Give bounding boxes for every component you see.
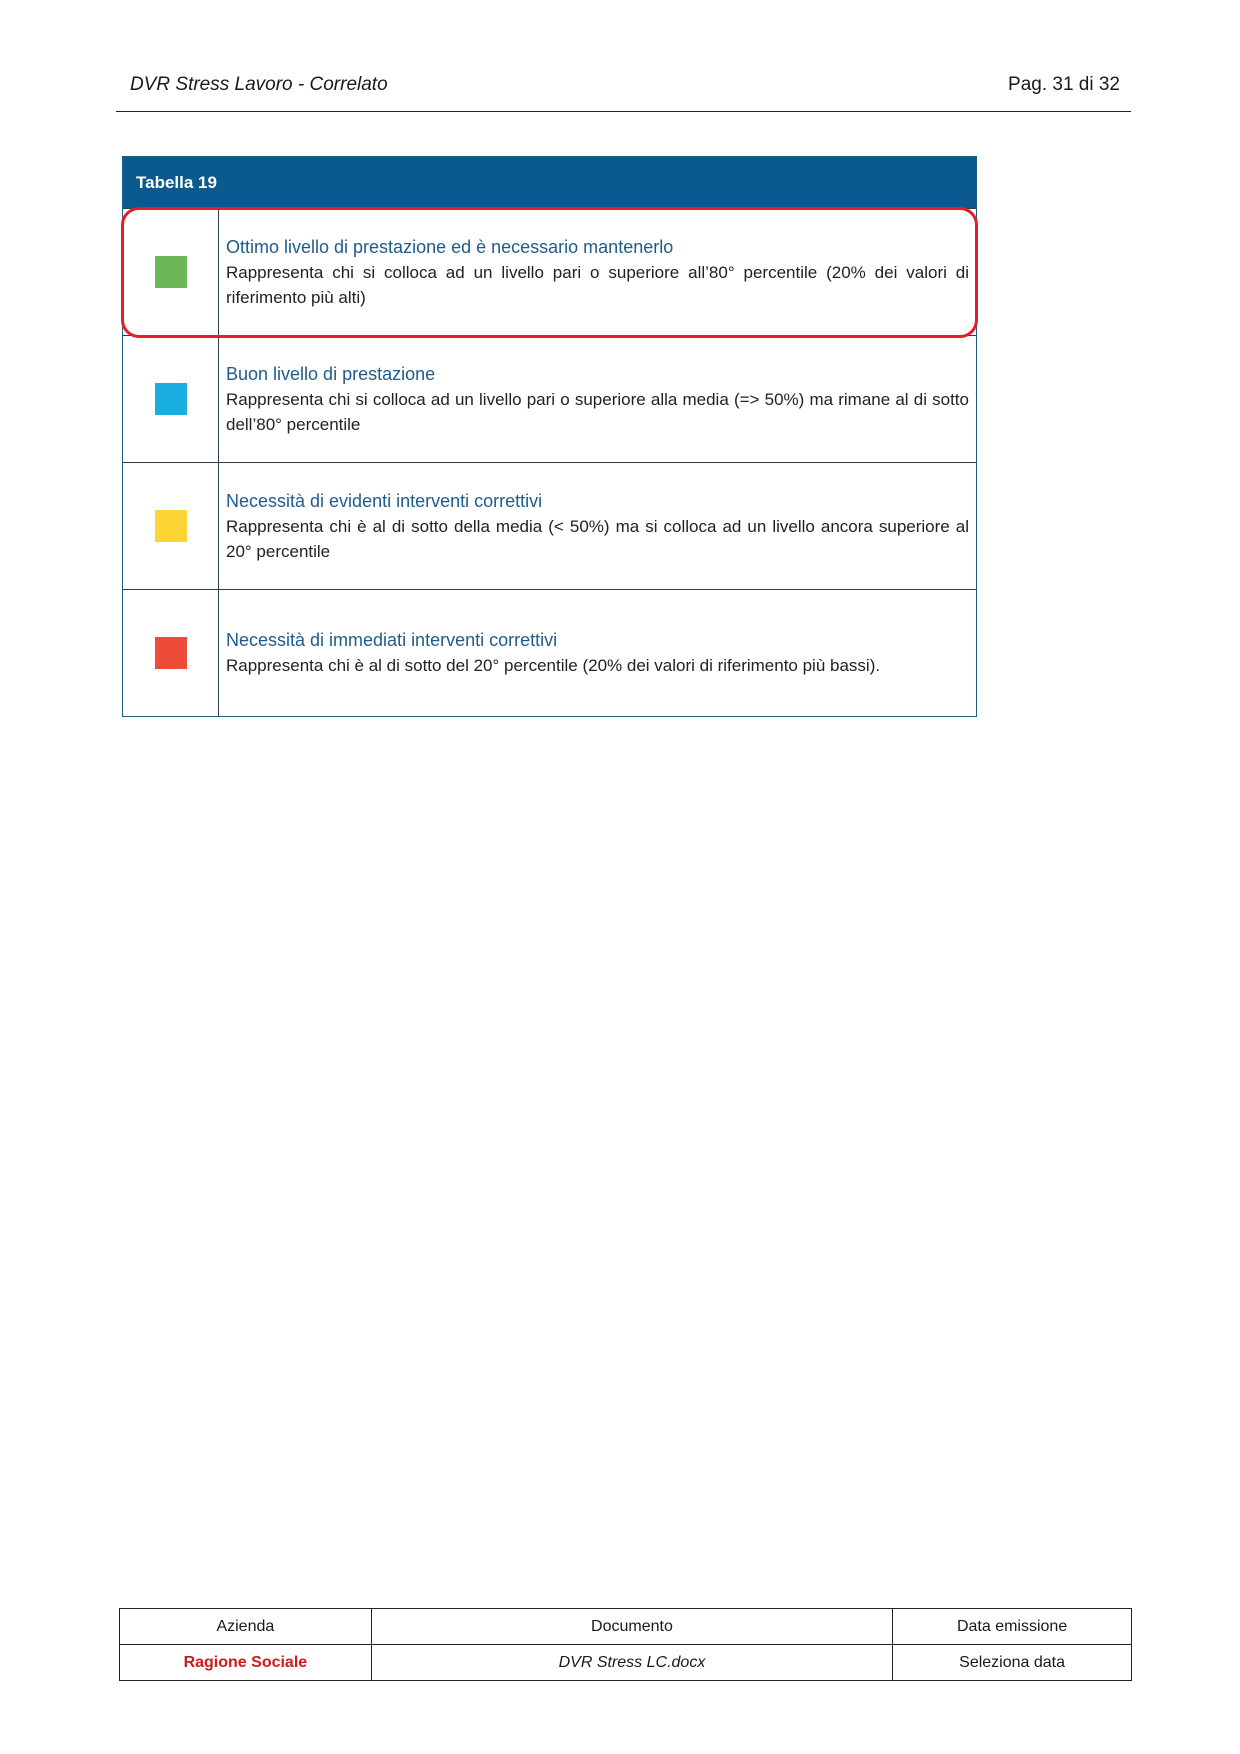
row-description: Rappresenta chi è al di sotto del 20° percentile (20% dei valori di riferimento più bassi). xyxy=(226,656,881,675)
text-cell xyxy=(219,590,976,716)
footer-table xyxy=(119,1608,1132,1681)
green-swatch-icon xyxy=(155,256,187,288)
table-heading: Tabella 19 xyxy=(123,157,976,208)
footer-value-row xyxy=(120,1645,1132,1681)
legend-table xyxy=(122,156,977,717)
swatch-cell xyxy=(123,590,219,716)
row-title: Necessità di evidenti interventi correttivi xyxy=(226,490,543,511)
swatch-cell xyxy=(123,209,219,335)
swatch-cell xyxy=(123,336,219,462)
footer-header-row xyxy=(120,1609,1132,1645)
red-swatch-icon xyxy=(155,637,187,669)
row-title: Ottimo livello di prestazione ed è necessario mantenerlo xyxy=(226,236,674,257)
page-number: Pag. 31 di 32 xyxy=(1008,74,1120,95)
row-title: Buon livello di prestazione xyxy=(226,363,436,384)
blue-swatch-icon xyxy=(155,383,187,415)
legend-row-corrective xyxy=(123,462,976,589)
header-divider xyxy=(116,111,1131,112)
company-header: Azienda xyxy=(120,1609,372,1645)
legend-row-immediate xyxy=(123,589,976,716)
document-title: DVR Stress Lavoro - Correlato xyxy=(130,74,388,95)
issue-date-value[interactable]: Seleziona data xyxy=(893,1645,1132,1681)
row-title: Necessità di immediati interventi correttivi xyxy=(226,630,558,650)
row-description: Rappresenta chi si colloca ad un livello pari o superiore alla media (=> 50%) ma rimane al di sotto dell’80° percentile xyxy=(226,389,969,434)
text-cell xyxy=(219,463,976,589)
text-cell xyxy=(219,209,976,335)
text-cell xyxy=(219,336,976,462)
yellow-swatch-icon xyxy=(155,510,187,542)
row-description: Rappresenta chi si colloca ad un livello pari o superiore all’80° percentile (20% dei valori di riferimento più alti) xyxy=(226,262,969,307)
swatch-cell xyxy=(123,463,219,589)
legend-row-good xyxy=(123,335,976,462)
company-value[interactable]: Ragione Sociale xyxy=(120,1645,372,1681)
legend-row-excellent xyxy=(123,208,976,335)
issue-date-header: Data emissione xyxy=(893,1609,1132,1645)
document-header: Documento xyxy=(371,1609,892,1645)
document-value: DVR Stress LC.docx xyxy=(371,1645,892,1681)
row-description: Rappresenta chi è al di sotto della media (< 50%) ma si colloca ad un livello ancora superiore al 20° percentile xyxy=(226,516,969,561)
